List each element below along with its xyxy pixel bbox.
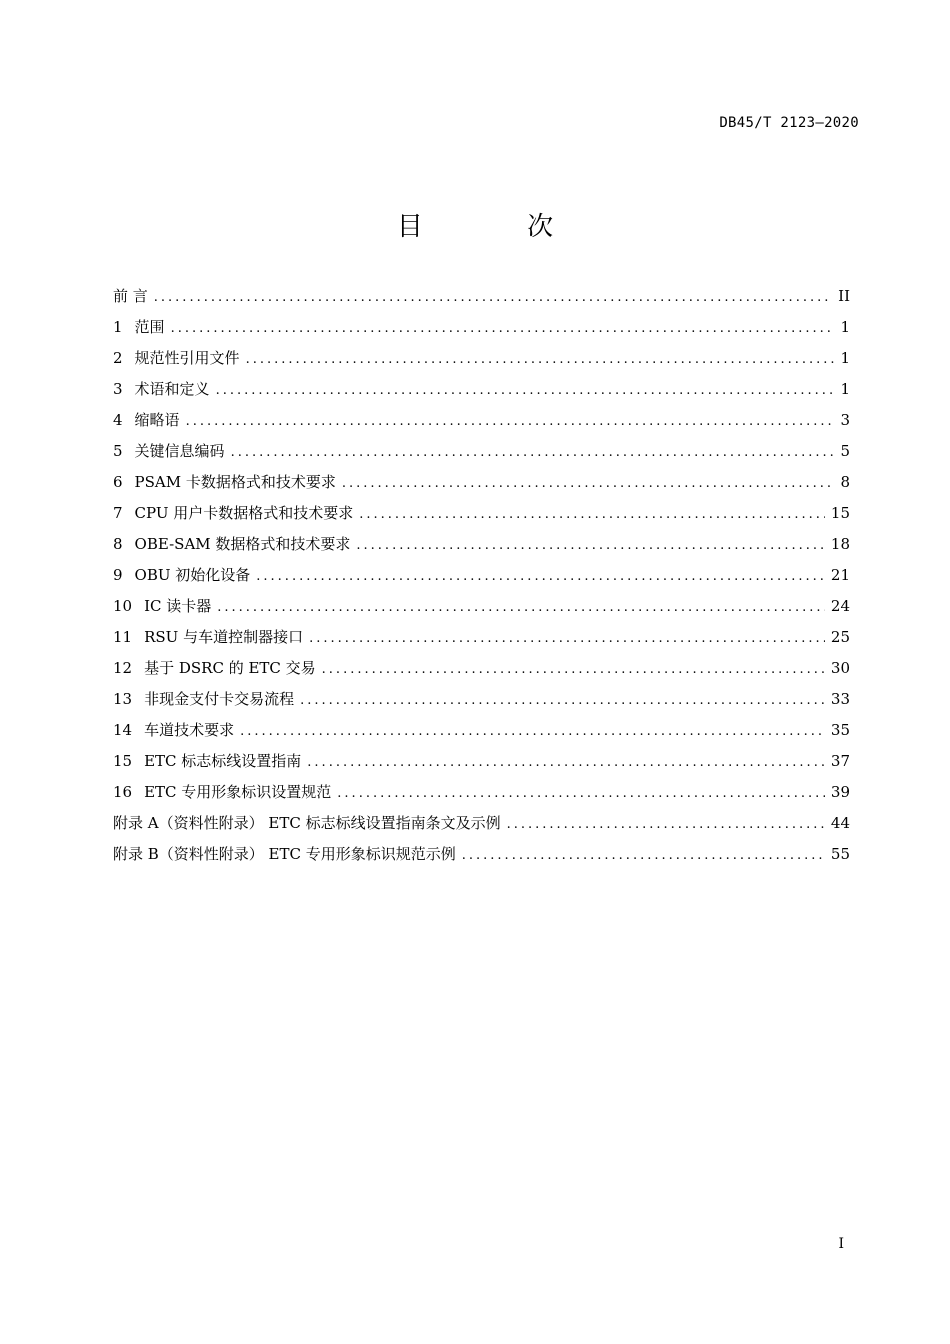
- toc-entry[interactable]: [113, 595, 850, 626]
- toc-entry[interactable]: [113, 409, 850, 440]
- toc-dot-leader: [246, 352, 835, 367]
- toc-entry[interactable]: [113, 843, 850, 874]
- toc-dot-leader: [216, 383, 835, 398]
- toc-entry-number: 15: [113, 752, 133, 770]
- toc-entry[interactable]: [113, 440, 850, 471]
- toc-entry-label: 范围: [134, 318, 165, 336]
- toc-entry-number: 16: [113, 783, 133, 801]
- toc-entry-label: 规范性引用文件: [134, 349, 240, 367]
- toc-dot-leader: [337, 786, 825, 801]
- toc-entry[interactable]: [113, 626, 850, 657]
- toc-entry[interactable]: [113, 347, 850, 378]
- toc-entry-label: CPU 用户卡数据格式和技术要求: [134, 504, 354, 522]
- toc-entry-page: 30: [830, 659, 850, 677]
- toc-entry[interactable]: [113, 316, 850, 347]
- toc-entry-label: 前 言: [113, 287, 148, 305]
- toc-entry[interactable]: [113, 812, 850, 843]
- toc-entry-page: 37: [830, 752, 850, 770]
- toc-entry-page: 1: [840, 380, 850, 398]
- toc-entry-label: 非现金支付卡交易流程: [144, 690, 295, 708]
- toc-entry-number: 9: [113, 566, 123, 584]
- toc-entry[interactable]: [113, 657, 850, 688]
- toc-entry-number: 12: [113, 659, 133, 677]
- toc-entry-page: 25: [830, 628, 850, 646]
- toc-entry[interactable]: [113, 502, 850, 533]
- toc-dot-leader: [240, 724, 825, 739]
- toc-entry-number: 8: [113, 535, 123, 553]
- toc-entry-label: 关键信息编码: [134, 442, 225, 460]
- toc-entry-number: 14: [113, 721, 133, 739]
- toc-entry-label: RSU 与车道控制器接口: [144, 628, 304, 646]
- toc-dot-leader: [171, 321, 835, 336]
- toc-entry-label: IC 读卡器: [144, 597, 212, 615]
- toc-entry-number: 7: [113, 504, 123, 522]
- toc-entry-page: 5: [840, 442, 850, 460]
- toc-entry[interactable]: [113, 471, 850, 502]
- toc-dot-leader: [462, 848, 825, 863]
- toc-dot-leader: [322, 662, 825, 677]
- toc-entry-page: 18: [830, 535, 850, 553]
- toc-dot-leader: [309, 631, 825, 646]
- toc-entry[interactable]: [113, 750, 850, 781]
- toc-entry-number: 2: [113, 349, 123, 367]
- toc-entry[interactable]: [113, 781, 850, 812]
- toc-dot-leader: [256, 569, 825, 584]
- toc-entry-label: OBU 初始化设备: [134, 566, 251, 584]
- toc-dot-leader: [217, 600, 825, 615]
- toc-entry-number: 6: [113, 473, 123, 491]
- toc-entry-label: PSAM 卡数据格式和技术要求: [134, 473, 336, 491]
- toc-entry-label: 车道技术要求: [144, 721, 235, 739]
- toc-dot-leader: [342, 476, 835, 491]
- toc-entry[interactable]: [113, 719, 850, 750]
- toc-entry-page: 33: [830, 690, 850, 708]
- toc-entry-page: 35: [830, 721, 850, 739]
- page-title: 目 次: [396, 212, 602, 242]
- toc-entry-label: 缩略语: [134, 411, 180, 429]
- toc-entry-page: II: [838, 287, 850, 305]
- toc-entry-page: 8: [840, 473, 850, 491]
- toc-entry-page: 39: [830, 783, 850, 801]
- toc-entry-page: 3: [840, 411, 850, 429]
- toc-entry[interactable]: [113, 533, 850, 564]
- toc-entry[interactable]: [113, 378, 850, 409]
- page-number: I: [838, 1236, 844, 1252]
- toc-entry-page: 24: [830, 597, 850, 615]
- toc-dot-leader: [356, 538, 825, 553]
- toc-entry-number: 4: [113, 411, 123, 429]
- toc-entry-page: 1: [840, 318, 850, 336]
- toc-entry-number: 3: [113, 380, 123, 398]
- toc-entry-number: 5: [113, 442, 123, 460]
- toc-entry-label: 术语和定义: [134, 380, 210, 398]
- toc-entry-page: 15: [830, 504, 850, 522]
- toc-dot-leader: [359, 507, 825, 522]
- toc-entry[interactable]: [113, 564, 850, 595]
- toc-entry-number: 10: [113, 597, 133, 615]
- toc-entry-label: ETC 专用形象标识设置规范: [144, 783, 332, 801]
- toc-entry-page: 55: [830, 845, 850, 863]
- toc-dot-leader: [154, 290, 832, 305]
- toc-entry-number: 13: [113, 690, 133, 708]
- toc-entry-page: 44: [830, 814, 850, 832]
- toc-entry-number: 1: [113, 318, 123, 336]
- toc-entry-page: 1: [840, 349, 850, 367]
- toc-dot-leader: [186, 414, 835, 429]
- toc-dot-leader: [300, 693, 825, 708]
- document-code: DB45/T 2123—2020: [719, 115, 859, 131]
- toc-dot-leader: [231, 445, 835, 460]
- toc-entry-label: OBE-SAM 数据格式和技术要求: [134, 535, 351, 553]
- toc-entry-label: ETC 标志标线设置指南: [144, 752, 302, 770]
- toc-dot-leader: [307, 755, 825, 770]
- toc-dot-leader: [507, 817, 825, 832]
- toc-entry-number: 11: [113, 628, 133, 646]
- toc-entry[interactable]: [113, 285, 850, 316]
- toc-entry-label: 附录 B（资料性附录） ETC 专用形象标识规范示例: [113, 845, 456, 863]
- toc-entry-label: 基于 DSRC 的 ETC 交易: [144, 659, 316, 677]
- toc-entry[interactable]: [113, 688, 850, 719]
- toc-entry-page: 21: [830, 566, 850, 584]
- toc-entry-label: 附录 A（资料性附录） ETC 标志标线设置指南条文及示例: [113, 814, 501, 832]
- table-of-contents: [113, 285, 850, 874]
